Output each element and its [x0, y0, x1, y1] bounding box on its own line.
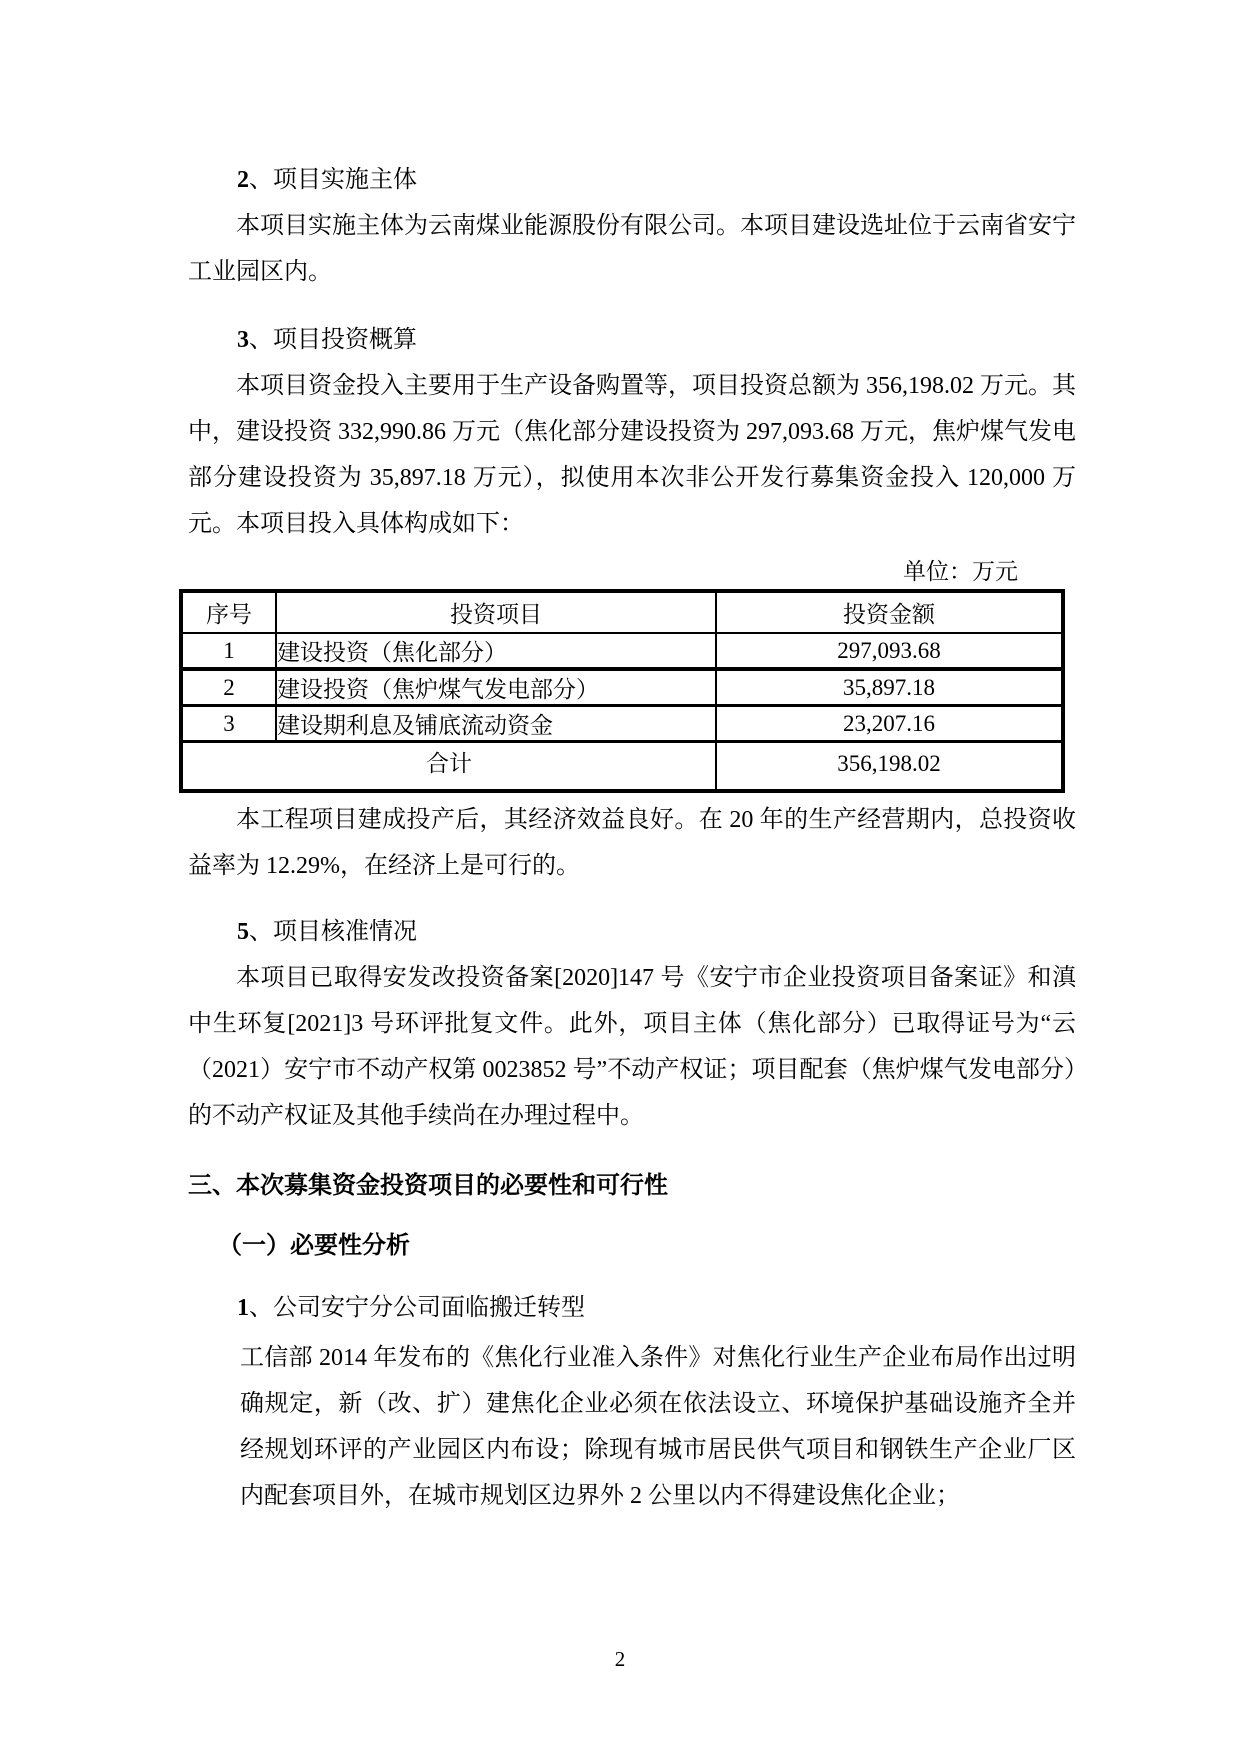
- table-row: [181, 669, 1063, 706]
- paragraph-project-approval: 本项目已取得安发改投资备案[2020]147 号《安宁市企业投资项目备案证》和滇中生环复[2021]3 号环评批复文件。此外，项目主体（焦化部分）已取得证号为“云（2021）安宁市不动产权第 0023852 号”不动产权证；项目配套（焦炉煤气发电部分）的不动产权证及其他手续尚在办理过程中。: [188, 964, 1076, 1129]
- table-header-item: 投资项目: [276, 591, 716, 633]
- heading-section-3-number: 3: [237, 327, 249, 353]
- table-unit-label: 单位：万元: [903, 559, 1018, 584]
- table-cell-no: 1: [181, 633, 276, 669]
- table-cell-item: 建设投资（焦炉煤气发电部分）: [276, 669, 716, 706]
- heading-chapter-three: 三、本次募集资金投资项目的必要性和可行性: [188, 1172, 668, 1199]
- paragraph-economic-benefit: 本工程项目建成投产后，其经济效益良好。在 20 年的生产经营期内，总投资收益率为 12.29%，在经济上是可行的。: [188, 806, 1076, 879]
- page-number: 2: [614, 1647, 626, 1671]
- heading-necessity-analysis: （一）必要性分析: [218, 1232, 410, 1259]
- heading-section-2-title: 、项目实施主体: [249, 167, 417, 193]
- paragraph-investment-estimate: 本项目资金投入主要用于生产设备购置等，项目投资总额为 356,198.02 万元。其中，建设投资 332,990.86 万元（焦化部分建设投资为 297,093.68 万元，焦炉煤气发电部分建设投资为 35,897.18 万元），拟使用本次非公开发行募集资金投入 120,000 万元。本项目投入具体构成如下：: [188, 373, 1076, 537]
- paragraph-project-entity: 本项目实施主体为云南煤业能源股份有限公司。本项目建设选址位于云南省安宁工业园区内。: [188, 213, 1076, 285]
- table-cell-amount: 297,093.68: [716, 633, 1063, 669]
- heading-section-5-title: 、项目核准情况: [249, 918, 417, 945]
- heading-section-5: [188, 909, 1076, 955]
- table-header-no: 序号: [181, 591, 276, 633]
- table-row: [181, 706, 1063, 742]
- table-total-row: [181, 742, 1063, 791]
- table-cell-amount: 23,207.16: [716, 706, 1063, 742]
- heading-sub-1: [188, 1285, 1076, 1331]
- table-cell-no: 3: [181, 706, 276, 742]
- table-cell-amount: 35,897.18: [716, 669, 1063, 706]
- document-content: [188, 157, 1076, 1519]
- table-header-row: [181, 591, 1063, 633]
- heading-section-3: [188, 317, 1076, 363]
- table-cell-item: 建设期利息及铺底流动资金: [276, 706, 716, 742]
- investment-table: [179, 589, 1065, 793]
- paragraph-relocation-policy: 工信部 2014 年发布的《焦化行业准入条件》对焦化行业生产企业布局作出过明确规定，新（改、扩）建焦化企业必须在依法设立、环境保护基础设施齐全并经规划环评的产业园区内布设；除现有城市居民供气项目和钢铁生产企业厂区内配套项目外，在城市规划区边界外 2 公里以内不得建设焦化企业；: [240, 1344, 1076, 1509]
- heading-sub-1-number: 1: [237, 1294, 249, 1321]
- table-cell-item: 建设投资（焦化部分）: [276, 633, 716, 669]
- table-cell-no: 2: [181, 669, 276, 706]
- table-total-label: 合计: [181, 742, 716, 791]
- heading-section-2: [188, 157, 1076, 203]
- table-total-amount: 356,198.02: [837, 751, 941, 776]
- heading-section-2-number: 2: [237, 167, 249, 193]
- heading-sub-1-title: 、公司安宁分公司面临搬迁转型: [249, 1294, 585, 1321]
- heading-section-3-title: 、项目投资概算: [249, 327, 417, 353]
- table-header-amount: 投资金额: [716, 591, 1063, 633]
- table-row: [181, 633, 1063, 669]
- heading-section-5-number: 5: [237, 918, 249, 945]
